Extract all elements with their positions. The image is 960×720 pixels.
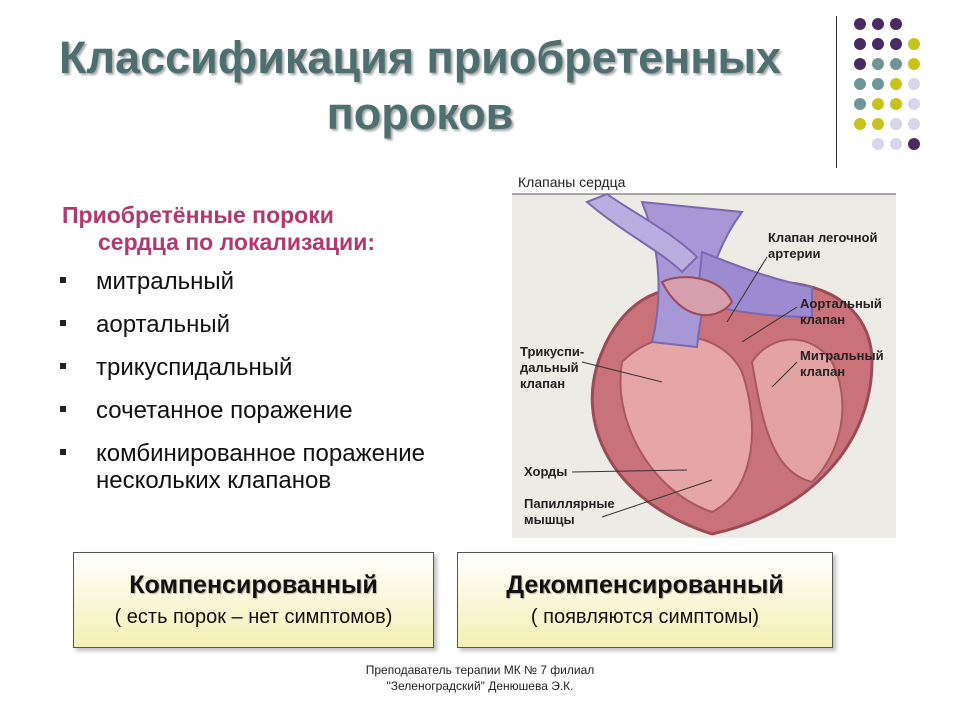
decorative-dot (854, 18, 866, 30)
decorative-dot (854, 58, 866, 70)
decorative-dot (908, 38, 920, 50)
footer-line2: "Зеленоградский" Денюшева Э.К. (386, 679, 574, 693)
decompensated-subtitle: ( появляются симптомы) (530, 606, 760, 628)
decorative-dot (908, 78, 920, 90)
bullet-marker (60, 363, 66, 369)
slide-title-line1: Классификация приобретенных (59, 32, 781, 83)
bullet-item: митральный (60, 268, 480, 295)
compensated-subtitle: ( есть порок – нет симптомов) (114, 606, 393, 628)
bullet-item: трикуспидальный (60, 354, 480, 381)
subheading (62, 202, 482, 256)
decorative-dot (890, 58, 902, 70)
decorative-dot (854, 98, 866, 110)
decompensated-box (457, 552, 833, 648)
bullet-item: сочетанное поражение (60, 397, 480, 424)
decorative-dot (854, 38, 866, 50)
footer-line1: Преподаватель терапии МК № 7 филиал (365, 663, 595, 677)
label-pulmonary-valve: Клапан легочной артерии (768, 230, 878, 261)
decorative-dot (890, 78, 902, 90)
subheading-line1: Приобретённые пороки (62, 202, 334, 228)
decorative-dot (872, 18, 884, 30)
compensated-title: Компенсированный (129, 571, 378, 599)
bullet-marker (60, 449, 66, 455)
decorative-dot (908, 118, 920, 130)
bullet-list (60, 268, 480, 510)
bullet-marker (60, 406, 66, 412)
decorative-dot-grid (852, 18, 942, 158)
bullet-item: аортальный (60, 311, 480, 338)
decorative-dot (872, 78, 884, 90)
bullet-item: комбинированное поражение нескольких клапанов (60, 440, 480, 494)
bullet-marker (60, 277, 66, 283)
decorative-dot (872, 118, 884, 130)
label-tricuspid-valve: Трикуспи-дальный клапан (520, 344, 585, 391)
decorative-dot (854, 78, 866, 90)
slide-title (40, 30, 800, 142)
compensated-box (73, 552, 434, 648)
decorative-dot (890, 118, 902, 130)
label-chordae: Хорды (524, 464, 568, 479)
decorative-dot (908, 98, 920, 110)
decorative-dot (872, 98, 884, 110)
label-mitral-valve: Митральный клапан (800, 348, 884, 379)
decorative-dot (890, 98, 902, 110)
label-papillary-muscles: Папиллярные мышцы (524, 496, 615, 527)
decorative-dot (872, 138, 884, 150)
decorative-dot (890, 18, 902, 30)
decorative-dot (890, 138, 902, 150)
decorative-divider (836, 16, 837, 168)
decorative-dot (854, 118, 866, 130)
figure-caption: Клапаны сердца (518, 174, 626, 190)
decorative-dot (890, 38, 902, 50)
footer (330, 662, 630, 694)
bullet-marker (60, 320, 66, 326)
decompensated-title: Декомпенсированный (506, 571, 784, 599)
subheading-line2: сердца по локализации: (98, 229, 375, 255)
slide-title-line2: пороков (326, 88, 514, 139)
decorative-dot (908, 138, 920, 150)
decorative-dot (872, 38, 884, 50)
decorative-dot (872, 58, 884, 70)
label-aortic-valve: Аортальный клапан (800, 296, 882, 327)
decorative-dot (908, 58, 920, 70)
